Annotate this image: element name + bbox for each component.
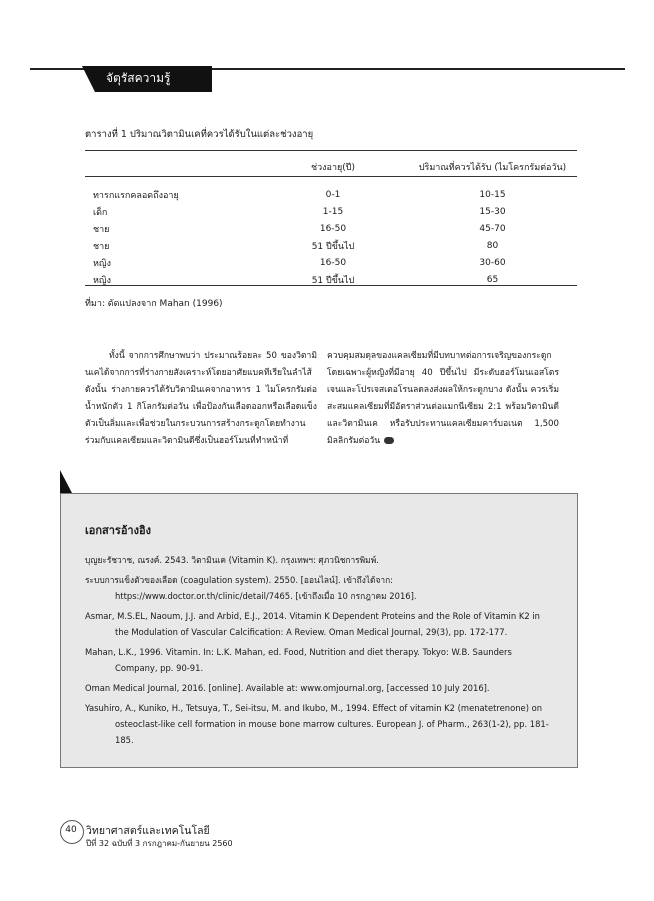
table-cell: 65 [486,274,499,285]
table-row [85,178,577,203]
body-column-right-text: ควบคุมสมดุลของแคลเซียมที่มีบทบาทต่อการเจริญของกระดูก โดยเฉพาะผู้หญิงที่มีอายุ 40 ปีขึ้นไป มีระดับฮอร์โมนเอสโตรเจนและโปรเจสเตอโรนลดลงส่งผลให้กระดูกบาง ดังนั้น ควรเริ่มสะสมแคลเซียมที่มีอัตราส่วนต่อแมกนีเซียม 2:1 พร้อมวิตามินดีและวิตามินเค หรือรับประทานแคลเซียมคาร์บอเนต 1,500 มิลลิกรัมต่อวัน [327,351,559,446]
table-header-rule [85,176,577,177]
body-column-left: ทั้งนี้ จากการศึกษาพบว่า ประมาณร้อยละ 50 ของวิตามินเคได้จากการที่ร่างกายสังเคราะห์โดยอาศัยแบคทีเรียในลำไส้ ดังนั้น ร่างกายควรได้รับวิตามินเคจากอาหาร 1 ไมโครกรัมต่อน้ำหนักตัว 1 กิโลกรัมต่อวัน เพื่อป้องกันเลือดออกหรือเลือดแข็งตัวเป็นลิ่มและเพื่อช่วยในกระบวนการสร้างกระดูกโดยทำงานร่วมกับแคลเซียมและวิตามินดีซึ่งเป็นฮอร์โมนที่ทำหน้าที่ [85,351,317,446]
column-header-age: ช่วงอายุ(ปี) [310,163,356,173]
table-row [85,254,577,271]
table-cell: เด็ก [93,207,108,218]
table-row [85,237,577,254]
table-cell: หญิง [93,258,111,269]
references-list [85,552,555,752]
table-cell: 51 ปีขึ้นไป [311,241,355,252]
table-source: ที่มา: ดัดแปลงจาก Mahan (1996) [85,299,223,309]
table-cell: 30-60 [479,257,506,268]
table-row [85,220,577,237]
table-caption: ตารางที่ 1 ปริมาณวิตามินเคที่ควรได้รับในแต่ละช่วงอายุ [85,129,314,140]
column-header [85,156,258,178]
page-number: 40 [65,825,77,835]
body-column-right [327,348,559,450]
reference-item: Oman Medical Journal, 2016. [online]. Available at: www.omjournal.org, [accessed 10 July 2016]. [85,683,490,693]
table-cell: 15-30 [479,206,506,217]
table-cell: 1-15 [322,206,344,217]
table-row [85,203,577,220]
table-cell: 16-50 [319,257,347,268]
table-cell: 51 ปีขึ้นไป [311,275,355,286]
table-cell: 10-15 [479,189,506,200]
table-header-row [85,156,577,178]
reference-item: Yasuhiro, A., Kuniko, H., Tetsuya, T., Sei-itsu, M. and Ikubo, M., 1994. Effect of vitamin K2 (menatetrenone) on osteoclast-like cell formation in mouse bone marrow cultures. European J. of Pharm., 263(1-2), pp. 181-185. [85,703,549,745]
table-cell: ชาย [93,241,110,252]
table-cell: หญิง [93,275,111,286]
table-bottom-rule [85,285,577,286]
table-cell: 16-50 [319,223,347,234]
journal-title: วิทยาศาสตร์และเทคโนโลยี [86,825,210,837]
section-label: จัตุรัสความรู้ [106,71,171,85]
table-top-rule [85,150,577,151]
table-cell: ทารกแรกคลอดถึงอายุ [93,190,179,201]
references-title: เอกสารอ้างอิง [85,524,151,537]
journal-issue: ปีที่ 32 ฉบับที่ 3 กรกฎาคม-กันยายน 2560 [86,839,233,848]
references-corner-mark [60,470,72,493]
reference-item: บุญยะรัชวาช, ณรงค์. 2543. วิตามินเค (Vitamin K). กรุงเทพฯ: ศุภวนิชการพิมพ์. [85,555,379,565]
table-cell: 80 [486,240,499,251]
reference-item: ระบบการแข็งตัวของเลือด (coagulation system). 2550. [ออนไลน์]. เข้าถึงได้จาก: https://www.doctor.or.th/clinic/detail/7465. [เข้าถึงเมื่อ 10 กรกฎาคม 2016]. [85,575,417,601]
column-header-amount: ปริมาณที่ควรได้รับ (ไมโครกรัมต่อวัน) [418,163,567,173]
table-cell: 0-1 [325,189,341,200]
reference-item: Mahan, L.K., 1996. Vitamin. In: L.K. Mahan, ed. Food, Nutrition and diet therapy. Tokyo: W.B. Saunders Company, pp. 90-91. [85,647,512,673]
end-of-article-icon [384,437,394,444]
table-cell: 45-70 [479,223,506,234]
table-cell: ชาย [93,224,110,235]
reference-item: Asmar, M.S.EL, Naoum, J.J. and Arbid, E.J., 2014. Vitamin K Dependent Proteins and the Role of Vitamin K2 in the Modulation of Vascular Calcification: A Review. Oman Medical Journal, 29(3), pp. 172-177. [85,611,540,637]
